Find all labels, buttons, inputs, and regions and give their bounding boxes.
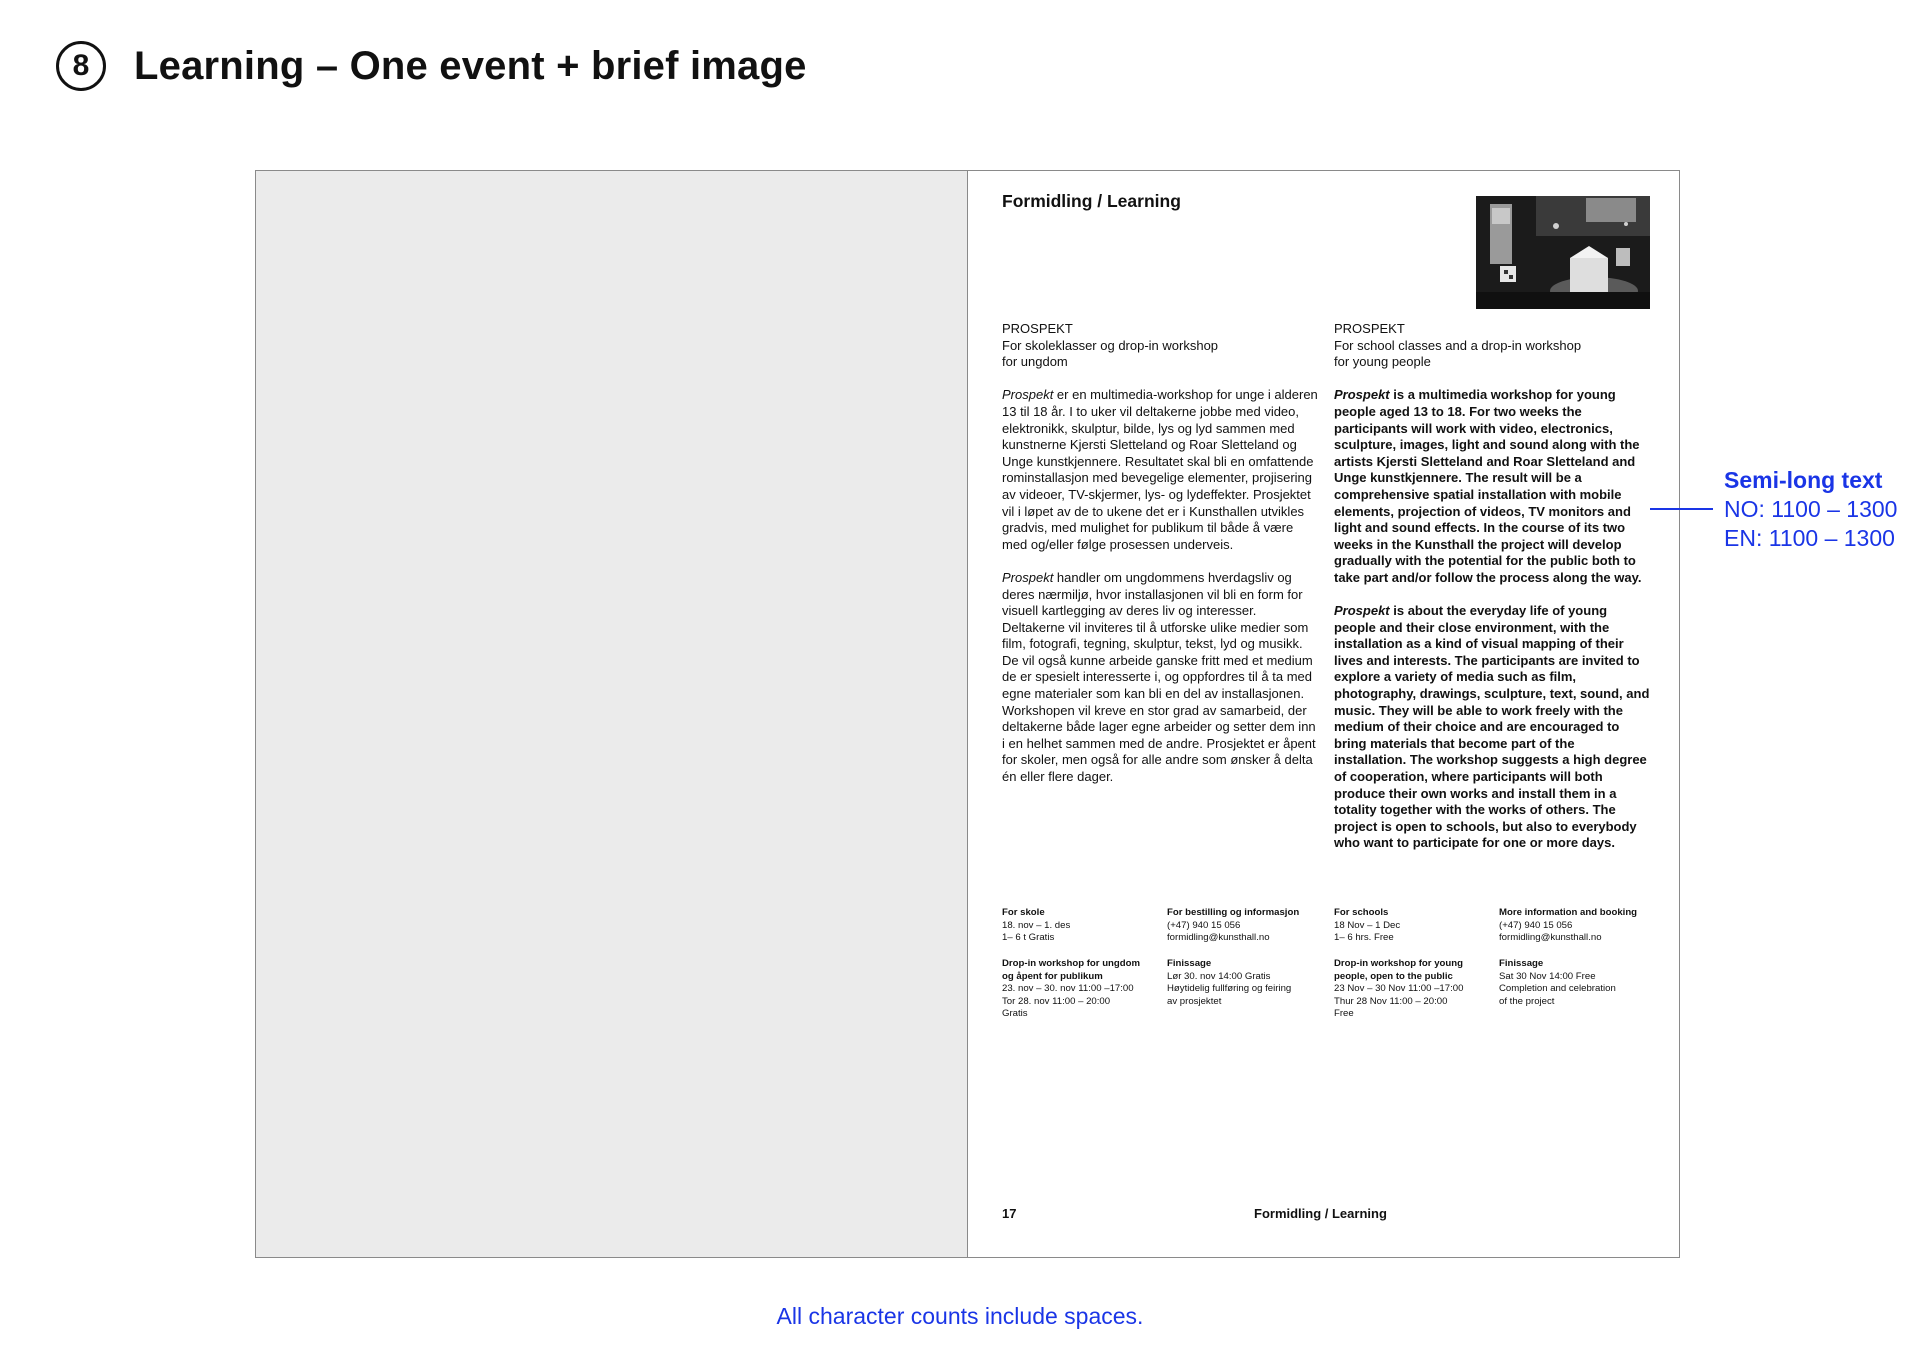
- info-line: 18 Nov – 1 Dec: [1334, 919, 1401, 931]
- info-line: Completion and celebration: [1499, 983, 1616, 995]
- en-info-drop-in: [1334, 958, 1494, 1021]
- en-paragraph-1: [1334, 387, 1650, 586]
- en-kicker: PROSPEKT: [1334, 321, 1405, 336]
- info-label: For bestilling og informasjon: [1167, 907, 1300, 918]
- en-info-schools: [1334, 907, 1494, 945]
- no-p2-body: handler om ungdommens hverdagsliv og deres nærmiljø, hvor installasjonen vil bli en form for visuell kartlegging av deres liv og interesser. Deltakerne vil inviteres til å utforske ulike medier som film, fotografi, tegning, skulptur, tekst, lyd og musikk. De vil også kunne arbeide ganske fritt med et medium de er spesielt interesserte i, og oppfordres til å ta med egne materialer som kan bli en del av installasjonen. Workshopen vil kreve en stor grad av samarbeid, der deltakerne både lager egne arbeider og setter dem inn i en helhet sammen med de andre. Prosjektet er åpent for skoler, men også for alle andre som ønsker å delta én eller flere dager.: [1002, 569, 1316, 785]
- info-line: 1– 6 t Gratis: [1002, 932, 1055, 944]
- info-line: 18. nov – 1. des: [1002, 919, 1071, 931]
- installation-image: [1476, 196, 1650, 309]
- info-line: Sat 30 Nov 14:00 Free: [1499, 970, 1596, 982]
- info-label: For schools: [1334, 907, 1389, 918]
- page-title: Learning – One event + brief image: [134, 43, 807, 88]
- no-paragraph-2: [1002, 570, 1318, 786]
- info-line: Høytidelig fullføring og feiring: [1167, 983, 1292, 995]
- info-label: Drop-in workshop for ungdom: [1002, 958, 1141, 969]
- en-info-booking: [1499, 907, 1659, 945]
- annotation-leader-line: [1650, 508, 1713, 510]
- no-info-drop-in: [1002, 958, 1162, 1021]
- no-p1-title: Prospekt: [1002, 387, 1054, 403]
- info-line: Tor 28. nov 11:00 – 20:00: [1002, 995, 1111, 1007]
- en-p2-body: is about the everyday life of young people and their close environment, with the installation as a kind of visual mapping of their lives and interests. The participants are invited to explore a variety of media such as film, photography, drawings, sculpture, text, sound, and music. They will be able to work freely with the medium of their choice and are encouraged to bring materials that become part of the installation. The workshop suggests a high degree of cooperation, where participants will both produce their own works and install them in a totality together with the works of others. The project is open to schools, but also to everybody who want to participate for one or more days.: [1334, 603, 1650, 851]
- section-heading: Formidling / Learning: [1002, 191, 1181, 211]
- en-p1-body: is a multimedia workshop for young people aged 13 to 18. For two weeks the participants will work with video, electronics, sculpture, images, light and sound along with the artists Kjersti Sletteland and Roar Sletteland and Unge kunstkjennere. The result will be a comprehensive spatial installation with mobile elements, projection of videos, TV monitors and light and sound effects. In the course of its two weeks in the Kunsthall the project will develop gradually with the potential for the public both to take part and/or follow the process along the way.: [1334, 387, 1642, 585]
- no-kicker: PROSPEKT: [1002, 321, 1073, 336]
- no-info-schools: [1002, 907, 1162, 945]
- en-p2-title: Prospekt: [1334, 603, 1390, 619]
- no-subtitle-line-2: for ungdom: [1002, 354, 1068, 370]
- no-p1-body: er en multimedia-workshop for unge i alderen 13 til 18 år. I to uker vil deltakerne jobbe med video, elektronikk, skulptur, bilde, lys og lyd sammen med kunstnerne Kjersti Sletteland og Roar Sletteland og Unge kunstkjennere. Resultatet skal bli en omfattende rominstallasjon med bevegelige elementer, projisering av videoer, TV-skjermer, lys- og lydeffekter. Prosjektet vil i løpet av de to ukene det er i Kunsthallen utvikles gradvis, med mulighet for publikum til både å være med og/eller følge prosessen underveis.: [1002, 387, 1318, 552]
- info-phone: (+47) 940 15 056: [1499, 919, 1573, 931]
- no-info-finissage: [1167, 958, 1327, 1008]
- en-subtitle-line-2: for young people: [1334, 354, 1431, 370]
- annotation-no-count: NO: 1100 – 1300: [1724, 496, 1898, 522]
- page-number: 17: [1002, 1206, 1017, 1221]
- info-line: Gratis: [1002, 1008, 1028, 1020]
- footnote: All character counts include spaces.: [776, 1303, 1144, 1329]
- event-photo: [1476, 196, 1650, 309]
- english-column: [1334, 321, 1650, 869]
- info-line: 23 Nov – 30 Nov 11:00 –17:00: [1334, 983, 1464, 995]
- annotation-en-count: EN: 1100 – 1300: [1724, 525, 1895, 551]
- info-label: More information and booking: [1499, 907, 1638, 918]
- info-label: Finissage: [1499, 958, 1544, 969]
- info-line: 1– 6 hrs. Free: [1334, 932, 1394, 944]
- no-subtitle-line-1: For skoleklasser og drop-in workshop: [1002, 337, 1219, 353]
- annotation-heading: Semi-long text: [1724, 467, 1883, 493]
- en-info-finissage: [1499, 958, 1659, 1008]
- info-line: Lør 30. nov 14:00 Gratis: [1167, 970, 1271, 982]
- section-number-badge: [56, 41, 106, 91]
- info-email: formidling@kunsthall.no: [1167, 932, 1270, 944]
- info-line: of the project: [1499, 995, 1555, 1007]
- info-email: formidling@kunsthall.no: [1499, 932, 1602, 944]
- info-label: og åpent for publikum: [1002, 970, 1103, 982]
- character-count-annotation: [1724, 466, 1897, 553]
- info-line: Thur 28 Nov 11:00 – 20:00: [1334, 995, 1448, 1007]
- left-page-placeholder: [256, 171, 968, 1257]
- en-p1-title: Prospekt: [1334, 387, 1390, 403]
- info-line: av prosjektet: [1167, 995, 1222, 1007]
- en-paragraph-2: [1334, 603, 1650, 852]
- info-phone: (+47) 940 15 056: [1167, 919, 1241, 931]
- page-header: [56, 38, 807, 94]
- brochure-spread: [255, 170, 1680, 1258]
- no-info-booking: [1167, 907, 1327, 945]
- norwegian-column: [1002, 321, 1318, 802]
- right-page: [968, 171, 1679, 1257]
- en-subtitle-line-1: For school classes and a drop-in workshop: [1334, 337, 1582, 353]
- info-label: Drop-in workshop for young: [1334, 958, 1463, 969]
- info-label: For skole: [1002, 907, 1045, 918]
- info-label: people, open to the public: [1334, 970, 1453, 982]
- en-heading-block: [1334, 321, 1650, 371]
- info-line: Free: [1334, 1008, 1354, 1020]
- section-number: 8: [72, 49, 90, 82]
- info-label: Finissage: [1167, 958, 1212, 969]
- no-p2-title: Prospekt: [1002, 569, 1054, 585]
- running-footer: Formidling / Learning: [1254, 1206, 1387, 1221]
- no-paragraph-1: [1002, 387, 1318, 553]
- no-heading-block: [1002, 321, 1318, 371]
- info-line: 23. nov – 30. nov 11:00 –17:00: [1002, 983, 1134, 995]
